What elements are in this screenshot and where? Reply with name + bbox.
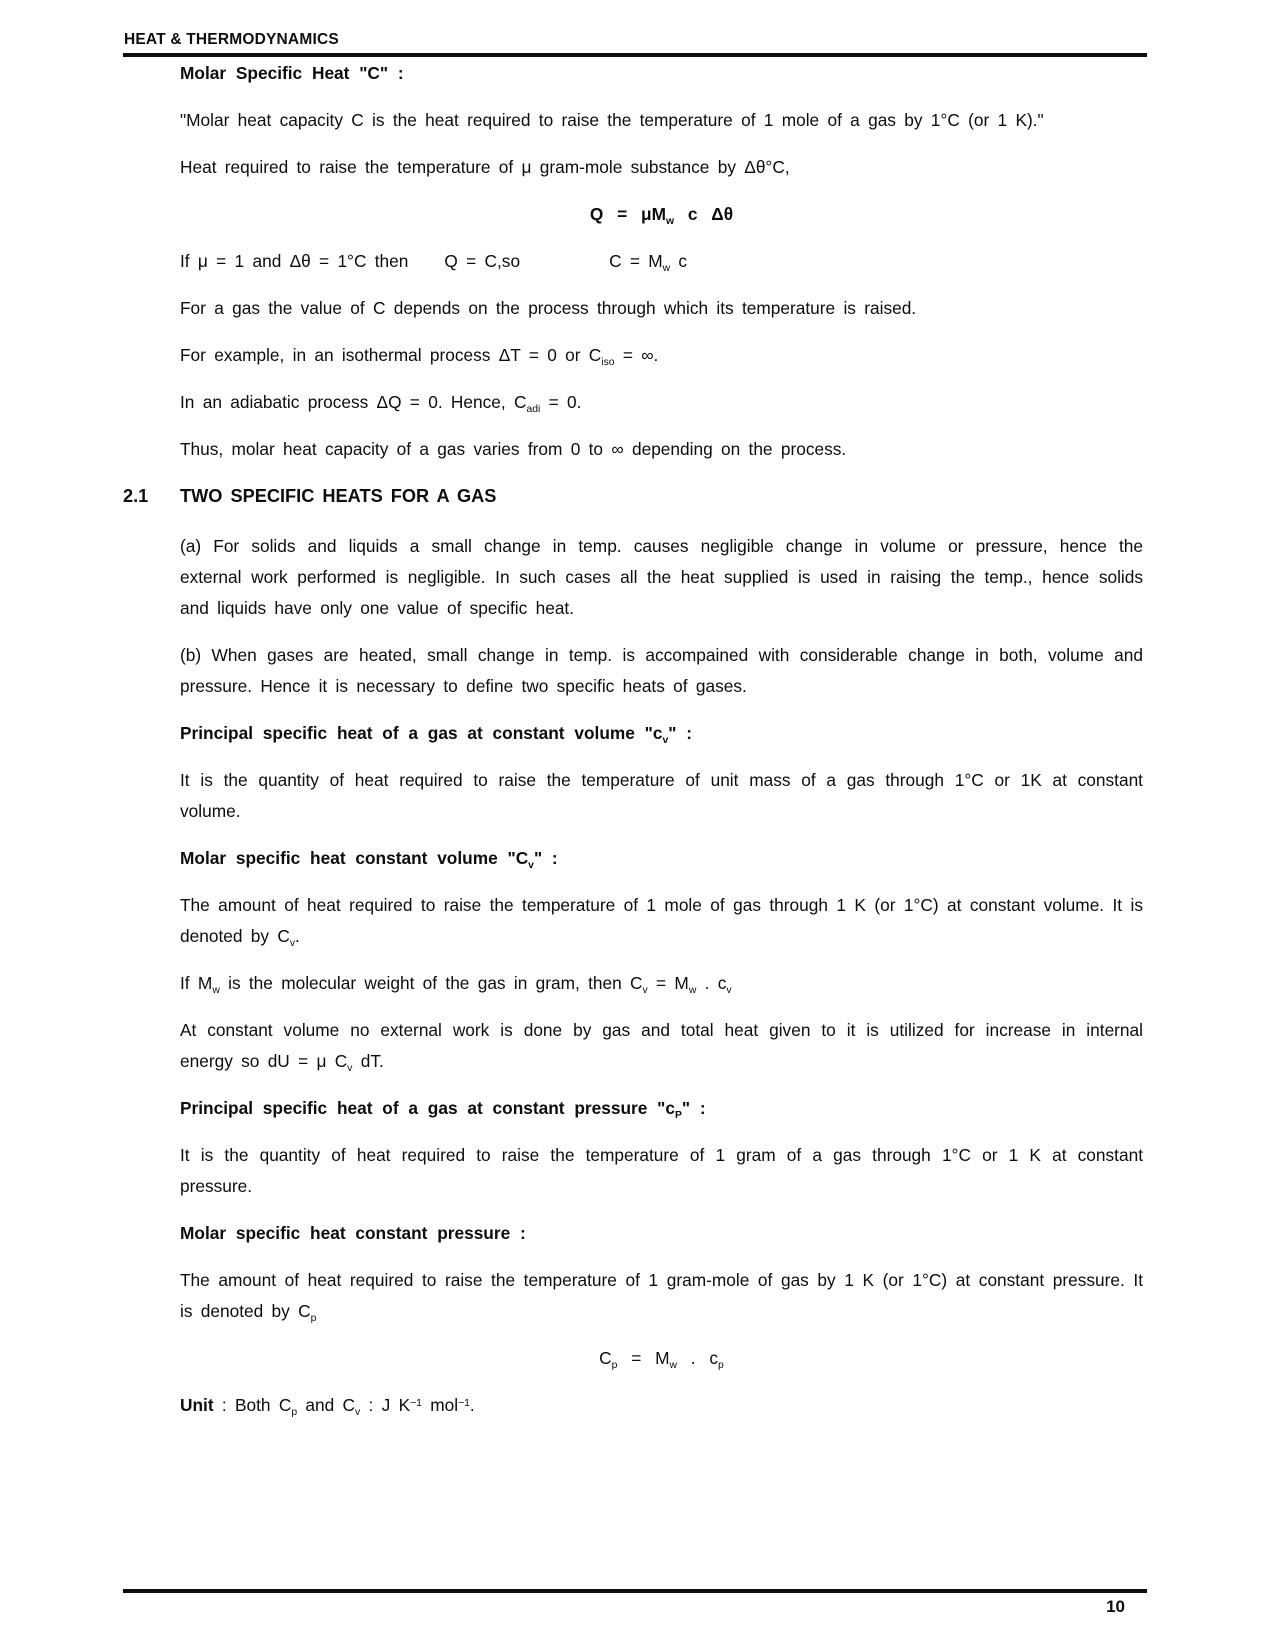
text-run: If M xyxy=(180,973,213,993)
section-number: 2.1 xyxy=(123,486,149,506)
equation-cp-mw-cp xyxy=(180,1343,1143,1374)
text-run: = 0. xyxy=(540,392,582,412)
para-amount-1-mole xyxy=(180,890,1152,952)
text-run: and C xyxy=(297,1395,356,1415)
document-body xyxy=(123,58,1152,1437)
section-two-specific-heats xyxy=(123,481,1143,512)
text-run: The amount of heat required to raise the temperature of 1 gram-mole of gas by 1 K (or 1°C) at constant pressure. It is denoted by C xyxy=(180,1270,1152,1321)
text-run: . c xyxy=(677,1348,719,1368)
text-run: Principal specific heat of a gas at constant volume "c xyxy=(180,723,663,743)
text-run: = M xyxy=(617,1348,670,1368)
text-run: Q = μM xyxy=(589,204,667,224)
text-run: "Molar heat capacity C is the heat required to raise the temperature of 1 mole of a gas by 1°C (or 1 K)." xyxy=(180,110,1044,130)
text-run: c Δθ xyxy=(674,204,734,224)
text-run: C = M xyxy=(609,251,663,271)
text-run: = M xyxy=(647,973,689,993)
para-molar-heat-capacity xyxy=(180,105,1143,136)
text-run: (a) For solids and liquids a small change in temp. causes negligible change in volume or pressure, hence the external work performed is negligible. In such cases all the heat supplied is used in raising the temp., hence solids and liquids have only one value of specific heat. xyxy=(180,536,1152,618)
para-for-a-gas xyxy=(180,293,1143,324)
text-run: TWO SPECIFIC HEATS FOR A GAS xyxy=(180,486,497,506)
text-run: If μ = 1 and Δθ = 1°C then xyxy=(180,251,409,271)
heading-molar-cp xyxy=(180,1218,1143,1249)
text-run: For a gas the value of C depends on the process through which its temperature is raised. xyxy=(180,298,917,318)
text-run: Molar Specific Heat "C" : xyxy=(180,63,404,83)
subscript: v xyxy=(355,1407,361,1419)
subscript: p xyxy=(611,1360,618,1372)
para-constant-volume-du xyxy=(180,1015,1152,1077)
text-run: Molar specific heat constant volume "C xyxy=(180,848,529,868)
superscript: −1 xyxy=(458,1397,470,1409)
text-run: " : xyxy=(668,723,692,743)
text-run: dT. xyxy=(352,1051,384,1071)
subscript: w xyxy=(666,216,675,228)
subscript: v xyxy=(642,985,648,997)
text-run: At constant volume no external work is done by gas and total heat given to it is utilized for increase in internal energy so dU = μ C xyxy=(180,1020,1152,1071)
text-run: Q = C,so xyxy=(444,251,521,271)
para-thus-varies xyxy=(180,434,1143,465)
subscript: v xyxy=(528,860,534,872)
subscript: v xyxy=(289,938,295,950)
text-run: It is the quantity of heat required to raise the temperature of 1 gram of a gas through 1°C or 1 K at constant pressure. xyxy=(180,1145,1152,1196)
document-header xyxy=(124,31,339,49)
heading-principal-cp xyxy=(180,1093,1143,1124)
page-number: 10 xyxy=(1106,1597,1125,1616)
para-quantity-unit-mass xyxy=(180,765,1152,827)
para-amount-gram-mole xyxy=(180,1265,1152,1327)
subscript: p xyxy=(310,1313,317,1325)
text-run: In an adiabatic process ΔQ = 0. Hence, C xyxy=(180,392,527,412)
text-run: = ∞. xyxy=(614,345,659,365)
para-unit xyxy=(180,1390,1143,1421)
equation-q-mu-mw-c xyxy=(180,199,1143,230)
text-run: c xyxy=(670,251,688,271)
heading-molar-specific-heat xyxy=(180,58,1143,89)
subscript: v xyxy=(662,735,669,747)
subscript: p xyxy=(291,1407,298,1419)
subscript: adi xyxy=(526,404,541,416)
para-heat-required xyxy=(180,152,1143,183)
text-run: . c xyxy=(696,973,727,993)
subscript: w xyxy=(669,1360,677,1372)
text-run: C xyxy=(599,1348,612,1368)
text-run: (b) When gases are heated, small change in temp. is accompained with considerable change in both, volume and pressure. Hence it is necessary to define two specific heats of gases. xyxy=(180,645,1152,696)
para-adiabatic xyxy=(180,387,1143,418)
text-run: is the molecular weight of the gas in gram, then C xyxy=(219,973,643,993)
subscript: w xyxy=(662,263,671,275)
text-run: " : xyxy=(533,848,558,868)
text-run: The amount of heat required to raise the temperature of 1 mole of gas through 1 K (or 1°C) at constant volume. It is denoted by C xyxy=(180,895,1152,946)
para-a-solids-liquids xyxy=(180,531,1152,624)
subscript: P xyxy=(674,1110,682,1122)
text-run: . xyxy=(469,1395,475,1415)
text-run: " : xyxy=(681,1098,706,1118)
subscript: w xyxy=(688,985,697,997)
text-run: . xyxy=(295,926,300,946)
header-title: HEAT & THERMODYNAMICS xyxy=(124,31,339,48)
text-run: For example, in an isothermal process ΔT = 0 or C xyxy=(180,345,602,365)
text-run: : J K xyxy=(360,1395,411,1415)
para-quantity-1-gram xyxy=(180,1140,1152,1202)
heading-molar-cv xyxy=(180,843,1143,874)
text-run: Heat required to raise the temperature of μ gram-mole substance by Δθ°C, xyxy=(180,157,790,177)
superscript: −1 xyxy=(410,1397,422,1409)
para-isothermal xyxy=(180,340,1143,371)
text-run: Principal specific heat of a gas at constant pressure "c xyxy=(180,1098,675,1118)
text-run: It is the quantity of heat required to raise the temperature of unit mass of a gas through 1°C or 1K at constant volume. xyxy=(180,770,1152,821)
heading-principal-cv xyxy=(180,718,1143,749)
para-b-gases-heated xyxy=(180,640,1152,702)
text-run: Unit xyxy=(180,1395,214,1415)
subscript: v xyxy=(347,1063,353,1075)
subscript: iso xyxy=(601,357,615,369)
footer-rule xyxy=(123,1589,1147,1593)
text-run: : Both C xyxy=(213,1395,292,1415)
text-run: Molar specific heat constant pressure : xyxy=(180,1223,526,1243)
text-run: Thus, molar heat capacity of a gas varies from 0 to ∞ depending on the process. xyxy=(180,439,847,459)
text-run: mol xyxy=(421,1395,459,1415)
para-if-mw-molecular-weight xyxy=(180,968,1143,999)
para-if-mu-equals-1 xyxy=(180,246,1143,277)
subscript: v xyxy=(726,985,732,997)
subscript: p xyxy=(718,1360,724,1372)
header-rule xyxy=(123,53,1147,57)
subscript: w xyxy=(212,985,220,997)
